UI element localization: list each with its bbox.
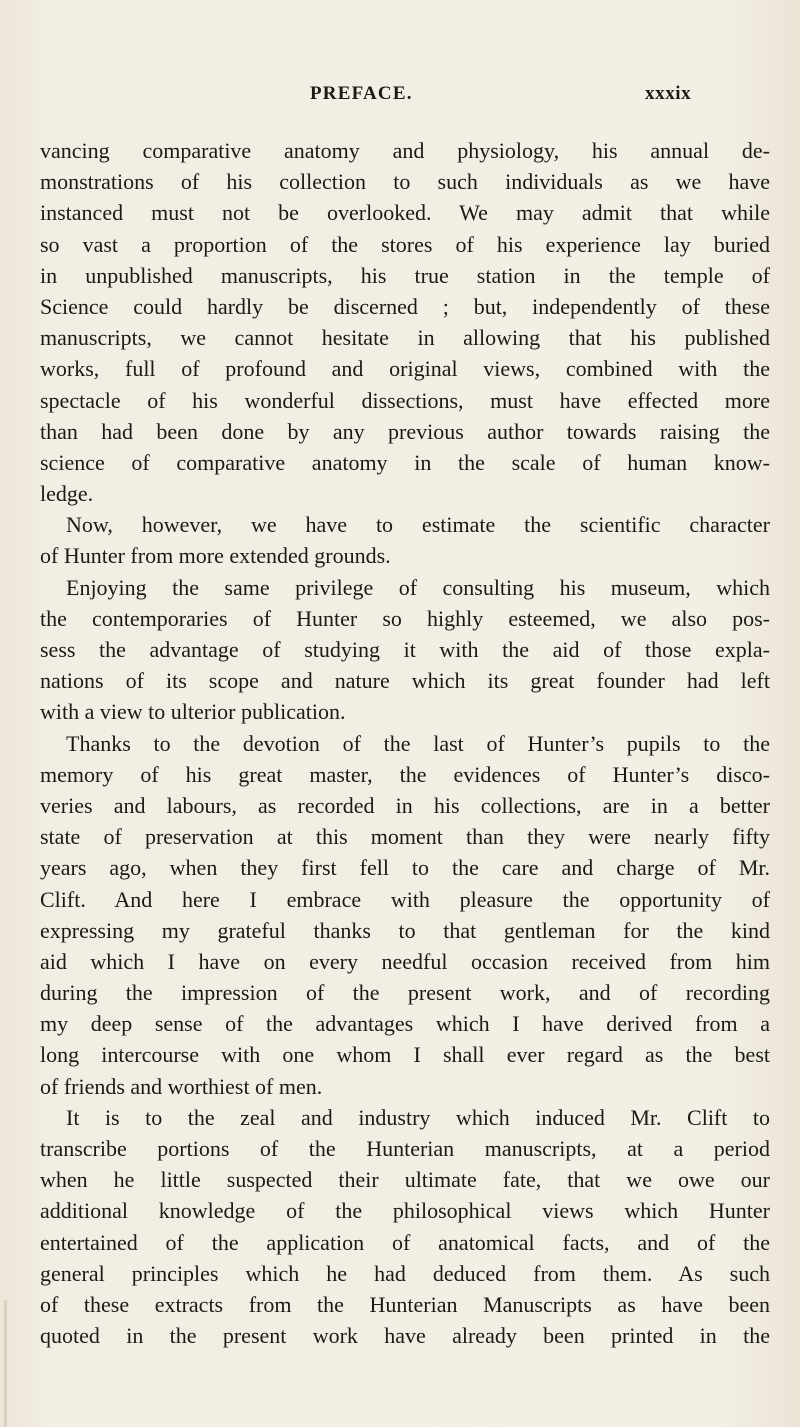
- text-line: transcribe portions of the Hunterian manuscripts, at a period: [40, 1136, 770, 1161]
- text-line: ledge.: [40, 481, 94, 507]
- text-line: additional knowledge of the philosophical views which Hunter: [40, 1198, 770, 1224]
- text-line: when he little suspected their ultimate fate, that we owe our: [40, 1167, 770, 1193]
- body-text: [40, 135, 770, 1351]
- text-line: so vast a proportion of the stores of his experience lay buried: [40, 231, 770, 257]
- text-line: in unpublished manuscripts, his true station in the temple of: [40, 262, 770, 288]
- text-line: manuscripts, we cannot hesitate in allowing that his published: [40, 325, 770, 351]
- text-line: instanced must not be overlooked. We may admit that while: [40, 200, 770, 226]
- text-line: than had been done by any previous author towards raising the: [40, 418, 770, 444]
- text-line: long intercourse with one whom I shall ever regard as the best: [40, 1042, 770, 1068]
- text-line: vancing comparative anatomy and physiology, his annual de-: [40, 138, 770, 163]
- paragraph-start-line: Enjoying the same privilege of consulting his museum, which: [66, 574, 770, 600]
- text-line: during the impression of the present work, and of recording: [40, 980, 770, 1006]
- text-line: works, full of profound and original views, combined with the: [40, 356, 770, 382]
- text-line: my deep sense of the advantages which I have derived from a: [40, 1011, 770, 1037]
- text-line: quoted in the present work have already been printed in the: [40, 1323, 770, 1349]
- text-line: the contemporaries of Hunter so highly esteemed, we also pos-: [40, 605, 770, 631]
- text-line: general principles which he had deduced from them. As such: [40, 1260, 770, 1286]
- paragraph-start-line: Thanks to the devotion of the last of Hunter’s pupils to the: [66, 730, 770, 756]
- text-line: monstrations of his collection to such individuals as we have: [40, 169, 770, 195]
- text-line: Science could hardly be discerned ; but, independently of these: [40, 293, 770, 319]
- text-line: of friends and worthiest of men.: [40, 1073, 323, 1099]
- text-line: sess the advantage of studying it with the aid of those expla-: [40, 637, 770, 662]
- page-number: xxxix: [645, 83, 692, 104]
- text-line: spectacle of his wonderful dissections, must have effected more: [40, 387, 770, 413]
- running-head: [0, 79, 800, 109]
- paragraph-start-line: Now, however, we have to estimate the scientific character: [66, 512, 770, 538]
- text-line: of these extracts from the Hunterian Manuscripts as have been: [40, 1291, 770, 1317]
- text-line: veries and labours, as recorded in his collections, are in a better: [40, 792, 770, 818]
- text-line: years ago, when they first fell to the care and charge of Mr.: [40, 855, 770, 881]
- text-line: nations of its scope and nature which its great founder had left: [40, 668, 770, 694]
- paragraph-start-line: It is to the zeal and industry which induced Mr. Clift to: [66, 1104, 770, 1130]
- running-head-title: PREFACE.: [310, 83, 413, 104]
- text-line: science of comparative anatomy in the scale of human know-: [40, 449, 770, 475]
- text-line: aid which I have on every needful occasion received from him: [40, 948, 770, 974]
- text-line: entertained of the application of anatomical facts, and of the: [40, 1229, 770, 1255]
- text-line: state of preservation at this moment than they were nearly fifty: [40, 824, 770, 850]
- text-line: memory of his great master, the evidences of Hunter’s disco-: [40, 761, 770, 787]
- page-edge-shadow: [4, 1300, 7, 1427]
- text-line: expressing my grateful thanks to that gentleman for the kind: [40, 917, 770, 943]
- text-line: with a view to ulterior publication.: [40, 699, 346, 725]
- text-line: Clift. And here I embrace with pleasure the opportunity of: [40, 886, 770, 912]
- text-line: of Hunter from more extended grounds.: [40, 543, 391, 569]
